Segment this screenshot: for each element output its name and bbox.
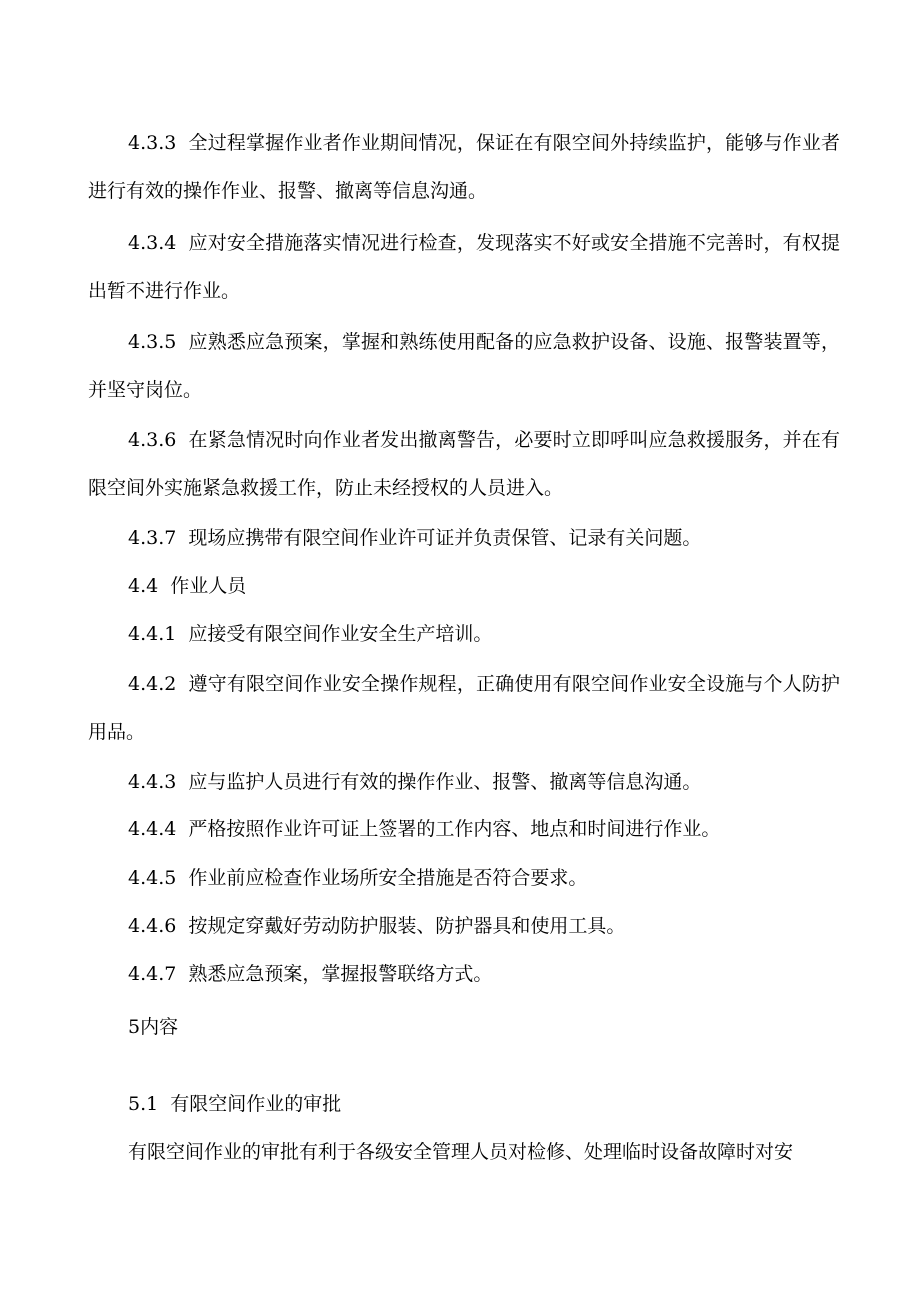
paragraph-4-3-6	[88, 416, 840, 512]
section-number: 5.1	[128, 1093, 159, 1115]
section-number: 4.4.2	[128, 673, 177, 695]
section-number: 4.3.3	[128, 132, 177, 154]
paragraph-4-3-4	[88, 219, 840, 315]
section-number: 4.3.4	[128, 232, 177, 254]
paragraph-4-3-7	[88, 514, 840, 562]
section-number: 4.4.5	[128, 867, 177, 889]
paragraph-text: 按规定穿戴好劳动防护服装、防护器具和使用工具。	[188, 915, 626, 937]
paragraph-text: 应熟悉应急预案，掌握和熟练使用配备的应急救护设备、设施、报警装置等，并坚守岗位。	[88, 331, 840, 401]
paragraph-text: 在紧急情况时向作业者发出撤离警告，必要时立即呼叫应急救援服务，并在有限空间外实施紧急救援工作，防止未经授权的人员进入。	[88, 429, 840, 499]
paragraph-text: 应对安全措施落实情况进行检查，发现落实不好或安全措施不完善时，有权提出暂不进行作业。	[88, 232, 840, 302]
section-number: 4.4.4	[128, 818, 177, 840]
heading-5	[88, 1003, 840, 1051]
section-number: 4.3.7	[128, 527, 177, 549]
heading-text: 5内容	[128, 1016, 179, 1038]
paragraph-4-3-3	[88, 119, 840, 215]
paragraph-4-4-6	[88, 902, 840, 950]
paragraph-text: 现场应携带有限空间作业许可证并负责保管、记录有关问题。	[188, 527, 702, 549]
paragraph-text: 全过程掌握作业者作业期间情况，保证在有限空间外持续监护，能够与作业者进行有效的操作作业、报警、撤离等信息沟通。	[88, 132, 840, 202]
paragraph-4-4-3	[88, 758, 840, 806]
paragraph-4-3-5	[88, 318, 840, 414]
paragraph-text: 应接受有限空间作业安全生产培训。	[188, 623, 493, 645]
paragraph-text: 遵守有限空间作业安全操作规程，正确使用有限空间作业安全设施与个人防护用品。	[88, 673, 840, 743]
paragraph-4-4-2	[88, 660, 840, 756]
paragraph-text: 严格按照作业许可证上签署的工作内容、地点和时间进行作业。	[188, 818, 721, 840]
section-number: 4.4	[128, 575, 159, 597]
paragraph-5-1-body	[88, 1128, 840, 1176]
paragraph-text: 应与监护人员进行有效的操作作业、报警、撤离等信息沟通。	[188, 771, 702, 793]
heading-text: 作业人员	[170, 575, 247, 597]
section-number: 4.3.6	[128, 429, 177, 451]
paragraph-text: 熟悉应急预案，掌握报警联络方式。	[188, 963, 493, 985]
section-number: 4.4.3	[128, 771, 177, 793]
section-number: 4.4.1	[128, 623, 177, 645]
paragraph-4-4-5	[88, 854, 840, 902]
paragraph-text: 作业前应检查作业场所安全措施是否符合要求。	[188, 867, 588, 889]
paragraph-text: 有限空间作业的审批有利于各级安全管理人员对检修、处理临时设备故障时对安	[128, 1141, 794, 1163]
paragraph-4-4-4	[88, 805, 840, 853]
heading-5-1	[88, 1080, 840, 1128]
section-number: 4.3.5	[128, 331, 177, 353]
section-number: 4.4.7	[128, 963, 177, 985]
heading-text: 有限空间作业的审批	[170, 1093, 342, 1115]
heading-4-4	[88, 562, 840, 610]
section-number: 4.4.6	[128, 915, 177, 937]
paragraph-4-4-1	[88, 610, 840, 658]
paragraph-4-4-7	[88, 950, 840, 998]
